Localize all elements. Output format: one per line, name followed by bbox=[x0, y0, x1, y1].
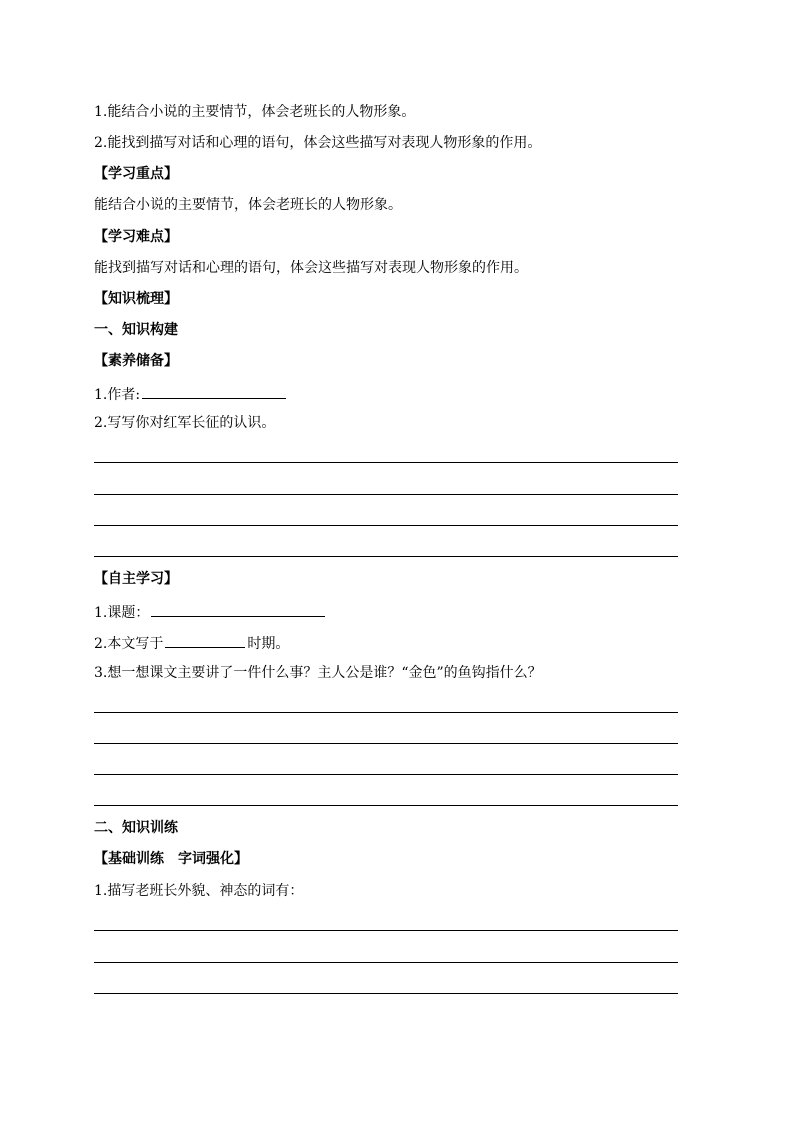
author-blank[interactable] bbox=[142, 382, 286, 399]
objective-1: 1.能结合小说的主要情节，体会老班长的人物形象。 bbox=[94, 104, 416, 120]
long-march-question: 2.写写你对红军长征的认识。 bbox=[94, 415, 276, 431]
period-question bbox=[94, 631, 289, 654]
answer-line[interactable] bbox=[94, 962, 678, 963]
title-label: 1.课题： bbox=[94, 605, 150, 621]
period-blank[interactable] bbox=[165, 631, 245, 648]
main-story-question: 3.想一想课文主要讲了一件什么事？主人公是谁？“金色”的鱼钩指什么？ bbox=[94, 665, 542, 681]
answer-line[interactable] bbox=[94, 525, 678, 526]
section2-title: 二、知识训练 bbox=[94, 820, 178, 836]
self-study-heading: 【自主学习】 bbox=[94, 571, 178, 587]
difficulty-text: 能找到描写对话和心理的语句，体会这些描写对表现人物形象的作用。 bbox=[94, 260, 528, 276]
key-point-heading: 【学习重点】 bbox=[94, 166, 178, 182]
objective-2: 2.能找到描写对话和心理的语句，体会这些描写对表现人物形象的作用。 bbox=[94, 135, 542, 151]
difficulty-heading: 【学习难点】 bbox=[94, 229, 178, 245]
answer-line[interactable] bbox=[94, 805, 678, 806]
title-question bbox=[94, 600, 327, 623]
answer-line[interactable] bbox=[94, 774, 678, 775]
answer-line[interactable] bbox=[94, 462, 678, 463]
answer-line[interactable] bbox=[94, 494, 678, 495]
answer-line[interactable] bbox=[94, 930, 678, 931]
answer-line[interactable] bbox=[94, 743, 678, 744]
training-heading: 【基础训练 字词强化】 bbox=[94, 851, 248, 867]
period-label-after: 时期。 bbox=[247, 636, 290, 652]
appearance-words-question: 1.描写老班长外貌、神态的词有： bbox=[94, 883, 304, 899]
reserve-heading: 【素养储备】 bbox=[94, 353, 178, 369]
answer-line[interactable] bbox=[94, 556, 678, 557]
answer-line[interactable] bbox=[94, 712, 678, 713]
author-label: 1.作者: bbox=[94, 387, 141, 403]
section1-title: 一、知识构建 bbox=[94, 322, 178, 338]
title-blank[interactable] bbox=[151, 600, 325, 617]
key-point-text: 能结合小说的主要情节，体会老班长的人物形象。 bbox=[94, 197, 402, 213]
knowledge-sort-heading: 【知识梳理】 bbox=[94, 291, 178, 307]
answer-line[interactable] bbox=[94, 993, 678, 994]
period-label-before: 2.本文写于 bbox=[94, 636, 164, 652]
author-question bbox=[94, 382, 288, 405]
